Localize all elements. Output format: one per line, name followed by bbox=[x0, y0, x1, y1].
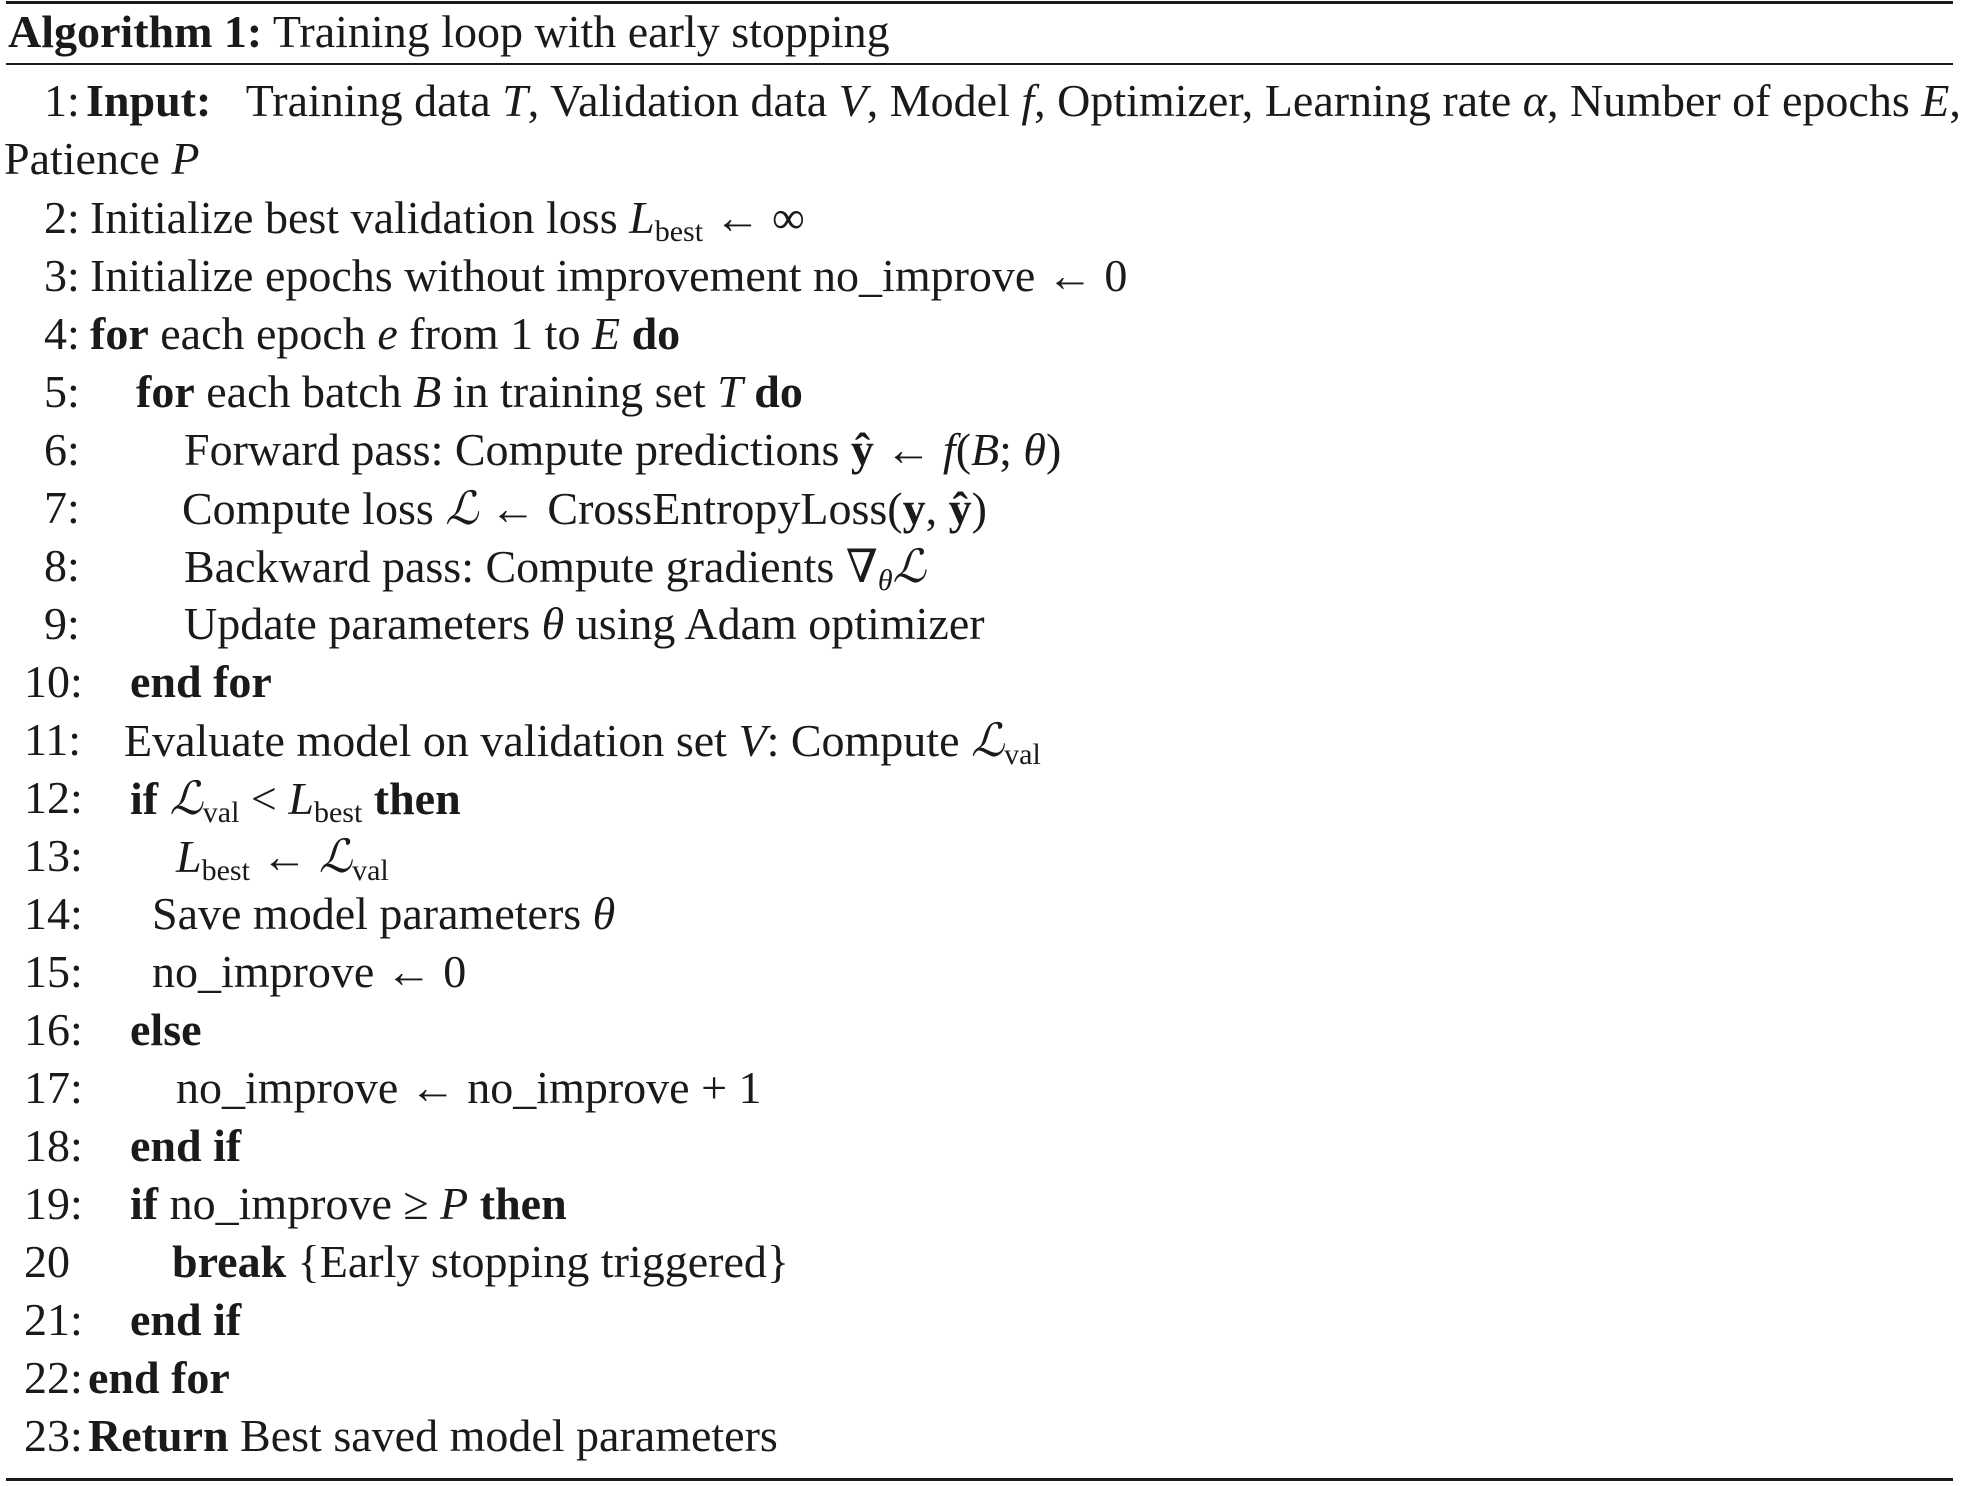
line-number: 4: bbox=[44, 308, 80, 359]
line-text: for each epoch e from 1 to E do bbox=[90, 308, 681, 359]
line-number: 17: bbox=[24, 1062, 83, 1113]
line-text: end if bbox=[130, 1120, 242, 1171]
line-text: Evaluate model on validation set V: Compute ℒ$_{val}$ bbox=[124, 713, 1041, 771]
bottom-rule bbox=[6, 1478, 1953, 1481]
line-text: break {Early stopping triggered} bbox=[172, 1236, 789, 1287]
line-number: 22: bbox=[24, 1352, 83, 1403]
caption-title: Training loop with early stopping bbox=[272, 6, 890, 57]
line-text: end for bbox=[130, 656, 272, 707]
line-text: if ℒ$_{val}$ < $L_{best}$ then bbox=[130, 771, 461, 829]
line-text: $L_{best}$ ← ℒ$_{val}$ bbox=[176, 829, 389, 887]
line-text-continuation: Patience P bbox=[4, 133, 200, 184]
line-number: 19: bbox=[24, 1178, 83, 1229]
line-number: 12: bbox=[24, 772, 83, 823]
line-text: Forward pass: Compute predictions ŷ ← f(B; θ) bbox=[184, 424, 1062, 475]
line-number: 7: bbox=[44, 482, 80, 533]
line-text: for each batch B in training set T do bbox=[136, 366, 803, 417]
line-text: Update parameters θ using Adam optimizer bbox=[184, 598, 985, 649]
line-number: 5: bbox=[44, 366, 80, 417]
line-text: else bbox=[130, 1004, 202, 1055]
line-text: no_improve ← 0 bbox=[152, 946, 467, 997]
line-text: no_improve ← no_improve + 1 bbox=[176, 1062, 762, 1113]
line-number: 20 bbox=[24, 1236, 70, 1287]
line-number: 8: bbox=[44, 540, 80, 591]
caption-rule bbox=[6, 63, 1953, 65]
algorithm-caption bbox=[8, 0, 890, 63]
line-number: 15: bbox=[24, 946, 83, 997]
line-number: 13: bbox=[24, 830, 83, 881]
line-text: Compute loss ℒ ← CrossEntropyLoss(y, ŷ) bbox=[182, 481, 987, 535]
line-text: Initialize best validation loss $L_{best}$ ← ∞ bbox=[90, 192, 805, 248]
line-number: 18: bbox=[24, 1120, 83, 1171]
line-number: 16: bbox=[24, 1004, 83, 1055]
line-text: Return Best saved model parameters bbox=[88, 1410, 778, 1461]
line-number: 14: bbox=[24, 888, 83, 939]
line-number: 23: bbox=[24, 1410, 83, 1461]
line-number: 11: bbox=[24, 714, 82, 765]
caption-label: Algorithm 1: bbox=[8, 6, 263, 57]
line-number: 10: bbox=[24, 656, 83, 707]
line-number: 21: bbox=[24, 1294, 83, 1345]
line-text: end for bbox=[88, 1352, 230, 1403]
line-number: 1: bbox=[44, 75, 80, 126]
line-number: 2: bbox=[44, 192, 80, 243]
line-text: end if bbox=[130, 1294, 242, 1345]
line-number: 9: bbox=[44, 598, 80, 649]
line-text: Save model parameters θ bbox=[152, 888, 616, 939]
line-number: 6: bbox=[44, 424, 80, 475]
line-text: if no_improve ≥ P then bbox=[130, 1178, 567, 1229]
line-text: Backward pass: Compute gradients $\nabla_\theta ℒ$ bbox=[184, 539, 926, 597]
line-text: Initialize epochs without improvement no_improve ← 0 bbox=[90, 250, 1128, 301]
line-text: Input: Training data T, Validation data V, Model f, Optimizer, Learning rate α, Number of epochs E, bbox=[86, 75, 1961, 126]
line-number: 3: bbox=[44, 250, 80, 301]
